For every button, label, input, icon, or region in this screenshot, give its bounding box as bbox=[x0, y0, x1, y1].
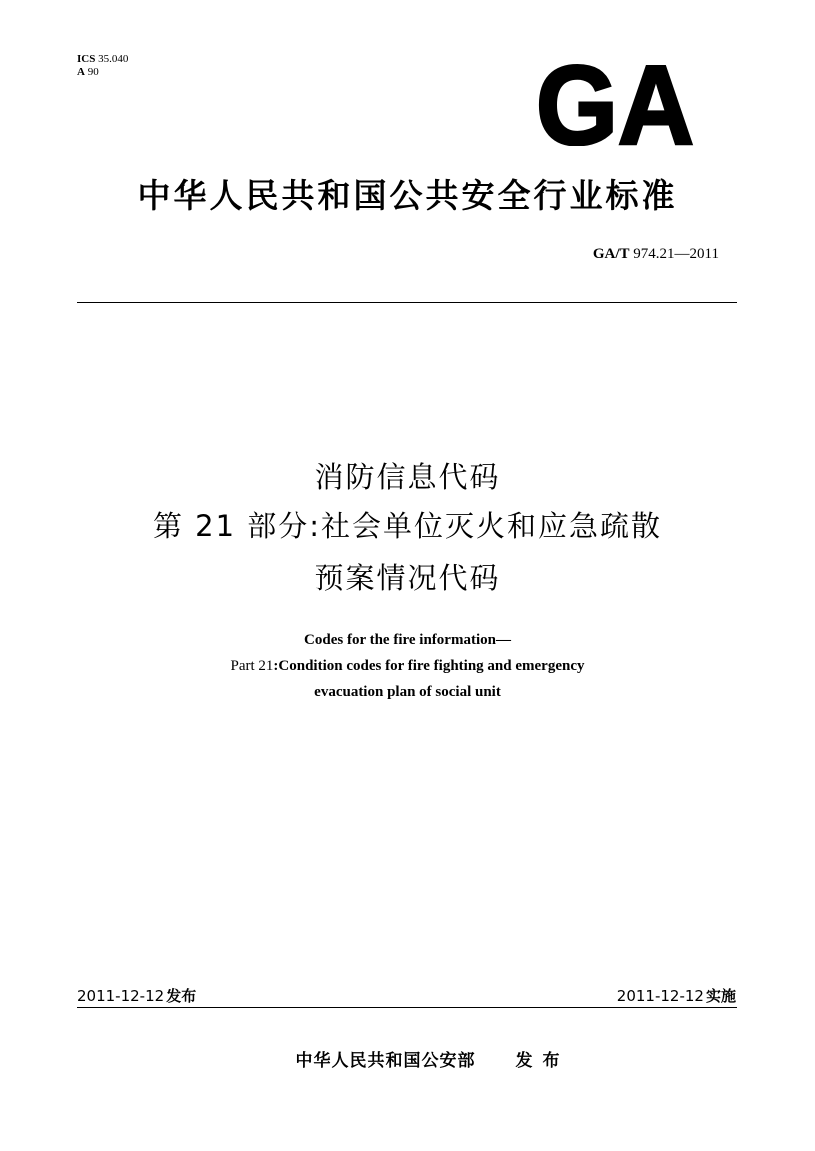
publisher-org: 中华人民共和国公安部 bbox=[295, 1051, 476, 1071]
effective-date-value: 2011-12-12 bbox=[616, 987, 704, 1005]
en-title-line-2-text: :Condition codes for fire fighting and emergency bbox=[273, 658, 585, 674]
ics-row bbox=[77, 53, 128, 66]
publisher bbox=[0, 1046, 815, 1071]
ics-code: 35.040 bbox=[98, 53, 129, 65]
standard-prefix: GA/T bbox=[592, 246, 630, 262]
ics-label: ICS bbox=[77, 53, 96, 65]
en-title-part-number: Part 21 bbox=[230, 658, 274, 674]
ga-logo bbox=[535, 60, 695, 146]
top-divider bbox=[77, 302, 737, 303]
ccs-row bbox=[77, 66, 128, 79]
ga-logo-text: GA bbox=[536, 60, 694, 146]
issue-label: 发布 bbox=[166, 987, 197, 1005]
ccs-label: A bbox=[77, 66, 85, 78]
issue-date-value: 2011-12-12 bbox=[77, 987, 165, 1005]
en-title-line-3: evacuation plan of social unit bbox=[314, 684, 501, 700]
cn-title-line-3: 预案情况代码 bbox=[314, 561, 501, 595]
effective-date bbox=[617, 985, 736, 1006]
issue-date bbox=[77, 985, 196, 1006]
cn-title-line-2: 第 21 部分:社会单位灭火和应急疏散 bbox=[152, 509, 663, 543]
effective-label: 实施 bbox=[705, 987, 736, 1005]
publisher-action: 发布 bbox=[515, 1051, 570, 1071]
classification-codes bbox=[77, 53, 128, 79]
cn-title-line-1: 消防信息代码 bbox=[314, 460, 501, 494]
ccs-code: 90 bbox=[87, 66, 99, 78]
en-title-line-1: Codes for the fire information— bbox=[304, 632, 511, 648]
en-title-line-2 bbox=[0, 654, 815, 679]
issuer-title: 中华人民共和国公共安全行业标准 bbox=[137, 176, 678, 215]
bottom-divider bbox=[77, 1007, 737, 1008]
standard-code: 974.21—2011 bbox=[633, 246, 719, 262]
standard-number bbox=[593, 246, 719, 263]
